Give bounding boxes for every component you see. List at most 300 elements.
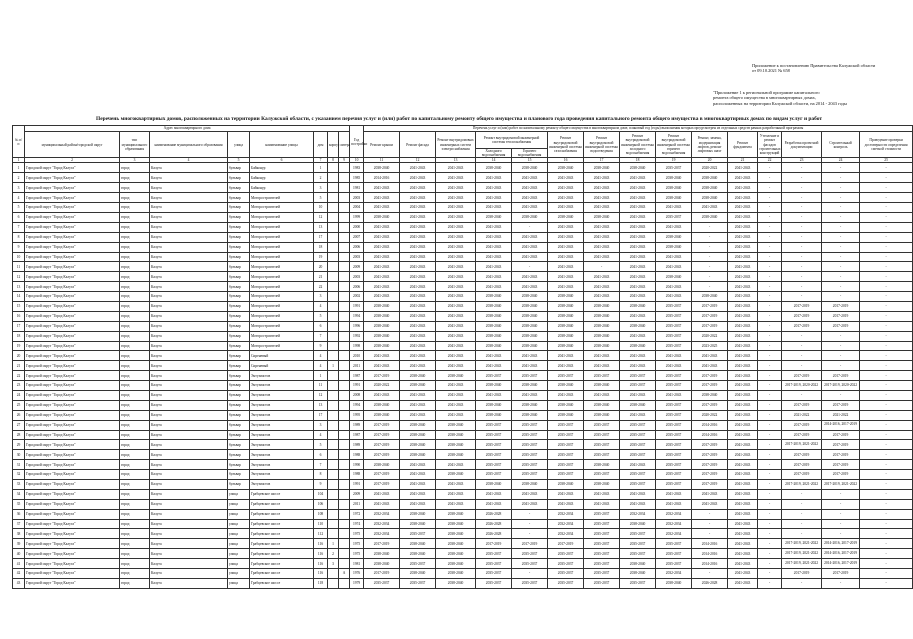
table-cell: Калуга [150, 529, 228, 539]
table-cell: 2041-2043 [548, 499, 584, 509]
table-cell: город [120, 331, 150, 341]
table-cell: город [120, 519, 150, 529]
table-cell: город [120, 460, 150, 470]
table-cell: 1991 [350, 381, 364, 391]
table-row [13, 321, 913, 331]
table-cell: Городской округ "Город Калуга" [25, 420, 120, 430]
table-cell: Грабцевское шоссе [250, 578, 314, 588]
table-cell: 2017-2019 [364, 470, 400, 480]
table-cell: 11 [314, 381, 328, 391]
table-cell: 2041-2043 [548, 252, 584, 262]
table-cell: 2017-2019 [782, 420, 822, 430]
table-cell: бульвар [228, 311, 250, 321]
table-cell [328, 509, 339, 519]
table-cell: 2017-2019 [364, 420, 400, 430]
table-cell: бульвар [228, 371, 250, 381]
table-cell: Энтузиастов [250, 381, 314, 391]
table-cell [328, 203, 339, 213]
table-cell: - [758, 163, 782, 173]
table-cell: 2038-2040 [436, 470, 476, 480]
table-cell: - [860, 420, 913, 430]
table-cell: 2035-2037 [548, 559, 584, 569]
program-subtitle: "Приложение 1 к региональной программе капитального ремонта общего имущества в многоквартирных домах, расположенных на территории Калужской области, на 2014 - 2043 годы [713, 90, 847, 106]
col-hot-water-header: Ремонт внутридомовой инженерной системы горячего водоснабжения [656, 132, 692, 158]
table-cell: 9 [314, 341, 328, 351]
table-cell: 2038-2040 [436, 371, 476, 381]
table-cell: 2041-2043 [584, 203, 620, 213]
table-cell: 2035-2037 [620, 450, 656, 460]
table-cell: 116 [314, 549, 328, 559]
table-cell: бульвар [228, 470, 250, 480]
table-cell: 2035-2037 [548, 450, 584, 460]
table-cell: город [120, 499, 150, 509]
table-cell: - [860, 519, 913, 529]
table-cell: город [120, 341, 150, 351]
table-cell: 2041-2043 [436, 351, 476, 361]
table-cell: 3 [328, 559, 339, 569]
table-row [13, 252, 913, 262]
table-cell: Городской округ "Город Калуга" [25, 193, 120, 203]
table-cell: 13 [314, 222, 328, 232]
table-row [13, 193, 913, 203]
table-cell: Калуга [150, 559, 228, 569]
table-cell: 2035-2037 [512, 420, 548, 430]
table-cell: - [860, 321, 913, 331]
table-cell: 2038-2040 [512, 301, 548, 311]
table-cell: 2041-2043 [656, 489, 692, 499]
table-cell: 2038-2040 [692, 292, 728, 302]
table-cell: Городской округ "Город Калуга" [25, 460, 120, 470]
table-row [13, 301, 913, 311]
table-cell: 2038-2040 [476, 400, 512, 410]
table-cell: Энтузиастов [250, 470, 314, 480]
column-number: 15 [512, 158, 548, 163]
table-cell: 2041-2043 [400, 193, 436, 203]
table-cell: 2041-2043 [364, 262, 400, 272]
table-cell: 2038-2040 [692, 212, 728, 222]
table-row [13, 212, 913, 222]
table-cell: 2041-2043 [656, 252, 692, 262]
table-cell: 2041-2043 [728, 203, 758, 213]
table-cell: 2041-2043 [728, 569, 758, 579]
table-cell: 2041-2043 [548, 183, 584, 193]
table-cell: 2041-2043 [548, 222, 584, 232]
table-cell: город [120, 569, 150, 579]
table-cell: 2041-2043 [728, 222, 758, 232]
table-cell [339, 242, 350, 252]
table-cell: 2035-2037 [656, 440, 692, 450]
table-cell [339, 519, 350, 529]
table-cell: 1989 [350, 420, 364, 430]
col-settlement-type-header: тип муниципального образования [120, 132, 150, 158]
column-number: 24 [822, 158, 860, 163]
table-cell: 2017-2019 [692, 450, 728, 460]
table-cell: 2026-2028 [476, 519, 512, 529]
table-cell: 8 [13, 232, 25, 242]
table-cell: 2041-2043 [728, 519, 758, 529]
table-cell: 2017-2019 [822, 371, 860, 381]
table-cell: бульвар [228, 460, 250, 470]
table-cell: 2038-2040 [620, 163, 656, 173]
table-cell: - [860, 232, 913, 242]
table-cell: 7 [314, 331, 328, 341]
table-cell: 1994 [350, 400, 364, 410]
table-cell: Городской округ "Город Калуга" [25, 351, 120, 361]
table-cell: улица [228, 549, 250, 559]
table-cell: 2041-2043 [728, 549, 758, 559]
table-cell: - [782, 262, 822, 272]
table-cell: - [822, 390, 860, 400]
table-cell: 2038-2040 [400, 440, 436, 450]
table-cell: улица [228, 578, 250, 588]
table-cell: 2041-2043 [436, 292, 476, 302]
table-cell: 2035-2037 [620, 479, 656, 489]
table-cell: бульвар [228, 450, 250, 460]
table-cell: 2038-2040 [364, 410, 400, 420]
table-cell: - [758, 321, 782, 331]
table-cell: - [758, 420, 782, 430]
table-cell: 2041-2043 [584, 282, 620, 292]
table-row [13, 331, 913, 341]
table-cell: 5 [13, 203, 25, 213]
table-cell: 2035-2037 [584, 559, 620, 569]
table-cell: 2041-2043 [512, 183, 548, 193]
table-cell: - [860, 203, 913, 213]
table-cell: Городской округ "Город Калуга" [25, 371, 120, 381]
table-cell: Калуга [150, 430, 228, 440]
table-row [13, 559, 913, 569]
table-cell: 2017-2019 [364, 479, 400, 489]
table-cell: Городской округ "Город Калуга" [25, 292, 120, 302]
table-cell: Городской округ "Город Калуга" [25, 519, 120, 529]
table-cell [328, 460, 339, 470]
table-cell [328, 390, 339, 400]
table-cell: 2041-2043 [548, 390, 584, 400]
table-cell: - [822, 282, 860, 292]
table-cell: Калуга [150, 499, 228, 509]
table-cell [328, 430, 339, 440]
table-cell: 2041-2043 [436, 262, 476, 272]
column-number: 17 [584, 158, 620, 163]
table-cell: - [758, 400, 782, 410]
table-cell: 2041-2043 [692, 489, 728, 499]
table-cell: 2038-2040 [436, 519, 476, 529]
table-cell: 2041-2043 [400, 479, 436, 489]
table-cell: - [782, 183, 822, 193]
table-cell: 1 [328, 361, 339, 371]
table-cell: 2035-2037 [584, 470, 620, 480]
table-cell: бульвар [228, 262, 250, 272]
table-cell: 22 [13, 371, 25, 381]
table-cell: 1991 [350, 301, 364, 311]
table-cell: Калуга [150, 381, 228, 391]
table-cell: 2041-2043 [400, 499, 436, 509]
table-cell: 2038-2040 [400, 381, 436, 391]
table-cell: бульвар [228, 440, 250, 450]
table-cell: 2017-2019, 2020-2022 [782, 381, 822, 391]
table-cell: 2038-2040 [620, 341, 656, 351]
table-cell: - [860, 311, 913, 321]
table-cell: 2038-2040 [476, 321, 512, 331]
table-cell: 2041-2043 [656, 292, 692, 302]
table-cell: 2035-2037 [620, 470, 656, 480]
table-cell: 2041-2043 [436, 272, 476, 282]
table-cell: Калуга [150, 183, 228, 193]
col-house-header: дом [314, 132, 328, 158]
table-cell: 2035-2037 [584, 519, 620, 529]
table-cell: 2038-2040 [476, 212, 512, 222]
table-cell: 2041-2043 [728, 341, 758, 351]
table-cell: - [758, 440, 782, 450]
table-cell: 2035-2037 [656, 212, 692, 222]
table-cell: город [120, 311, 150, 321]
table-cell: 2041-2043 [512, 361, 548, 371]
table-cell: Грабцевское шоссе [250, 549, 314, 559]
table-cell: 2035-2037 [548, 578, 584, 588]
table-cell: 2038-2040 [436, 450, 476, 460]
table-cell: 2041-2043 [656, 203, 692, 213]
table-cell: 2038-2040 [584, 381, 620, 391]
table-cell: город [120, 361, 150, 371]
table-cell: 2035-2037 [476, 371, 512, 381]
table-cell [328, 499, 339, 509]
table-cell: 2038-2040 [476, 479, 512, 489]
table-cell: 2041-2043 [476, 282, 512, 292]
table-cell: 1 [13, 163, 25, 173]
table-cell: 2017-2019 [782, 470, 822, 480]
table-cell: 2026-2028 [476, 529, 512, 539]
table-cell: 2026-2028 [692, 578, 728, 588]
table-cell: - [860, 341, 913, 351]
table-cell: 2041-2043 [620, 262, 656, 272]
table-cell: бульвар [228, 232, 250, 242]
table-cell: бульвар [228, 479, 250, 489]
table-cell: 2041-2043 [400, 351, 436, 361]
table-cell: 2041-2043 [692, 203, 728, 213]
table-cell: Городской округ "Город Калуга" [25, 331, 120, 341]
table-cell: город [120, 232, 150, 242]
table-cell: 1972 [350, 509, 364, 519]
table-cell: 2017-2019 [822, 470, 860, 480]
table-cell: 2041-2043 [692, 351, 728, 361]
table-cell: 2038-2040 [400, 569, 436, 579]
table-cell: - [758, 430, 782, 440]
table-cell: 20 [314, 262, 328, 272]
table-cell: - [512, 529, 548, 539]
table-cell: 2017-2019 [692, 470, 728, 480]
col-street-name-header: наименование улицы [250, 132, 314, 158]
table-row [13, 440, 913, 450]
table-cell: 2038-2040 [548, 301, 584, 311]
table-cell [339, 509, 350, 519]
table-cell: Энтузиастов [250, 450, 314, 460]
table-cell: - [822, 292, 860, 302]
table-cell: 12 [314, 390, 328, 400]
table-cell: Калуга [150, 509, 228, 519]
table-cell: - [822, 222, 860, 232]
table-cell: Городской округ "Город Калуга" [25, 410, 120, 420]
table-cell: Калуга [150, 479, 228, 489]
table-cell: - [758, 410, 782, 420]
table-cell: 4 [314, 361, 328, 371]
table-row [13, 470, 913, 480]
table-cell: город [120, 242, 150, 252]
table-cell: - [860, 193, 913, 203]
table-cell: Моторостроителей [250, 262, 314, 272]
table-cell: - [860, 381, 913, 391]
table-cell: - [860, 222, 913, 232]
table-cell [328, 578, 339, 588]
table-cell: 2041-2043 [436, 183, 476, 193]
table-cell: 1975 [350, 539, 364, 549]
table-cell: 5 [314, 440, 328, 450]
table-cell: Моторостроителей [250, 203, 314, 213]
table-cell: 2038-2040 [548, 311, 584, 321]
table-cell: 20 [13, 351, 25, 361]
table-cell: 18 [314, 242, 328, 252]
table-cell: 2041-2043 [400, 163, 436, 173]
table-cell: 2041-2043 [512, 489, 548, 499]
table-cell: 2041-2043 [584, 351, 620, 361]
table-cell: 2041-2043 [400, 321, 436, 331]
table-cell: 2041-2043 [584, 242, 620, 252]
table-cell: улица [228, 509, 250, 519]
table-cell: 2038-2040 [584, 341, 620, 351]
table-cell: 36 [13, 509, 25, 519]
table-cell: - [860, 450, 913, 460]
table-cell: Городской округ "Город Калуга" [25, 183, 120, 193]
table-cell: Калуга [150, 578, 228, 588]
table-cell: 1987 [350, 371, 364, 381]
table-cell [328, 400, 339, 410]
table-cell: 2041-2043 [512, 282, 548, 292]
table-cell: 2035-2037 [656, 460, 692, 470]
table-cell: улица [228, 529, 250, 539]
table-cell: Моторостроителей [250, 311, 314, 321]
table-cell: 24 [13, 390, 25, 400]
table-cell: 2017-2019 [782, 450, 822, 460]
table-cell: - [822, 529, 860, 539]
table-cell: Калуга [150, 420, 228, 430]
table-cell: - [758, 301, 782, 311]
table-cell [339, 529, 350, 539]
table-cell [339, 222, 350, 232]
table-cell: 5 [314, 193, 328, 203]
table-cell: 2041-2043 [400, 489, 436, 499]
table-row [13, 203, 913, 213]
table-cell: 2035-2037 [656, 450, 692, 460]
appendix-header: Приложение к постановлению Правительства Калужской области от 09.10.2021 № 658 [752, 63, 876, 74]
table-cell: 2041-2043 [620, 489, 656, 499]
table-cell: Калуга [150, 331, 228, 341]
table-cell: - [860, 440, 913, 450]
table-cell: 2038-2040 [512, 331, 548, 341]
table-cell: 2017-2019 [822, 460, 860, 470]
table-cell: 2041-2043 [364, 272, 400, 282]
table-row [13, 400, 913, 410]
table-cell: - [782, 232, 822, 242]
table-cell: 2041-2043 [400, 390, 436, 400]
table-cell: 2041-2043 [400, 222, 436, 232]
column-number: 11 [364, 158, 400, 163]
table-cell: Энтузиастов [250, 420, 314, 430]
col-roof-header: Ремонт крыши [364, 132, 400, 158]
table-cell: 2 [314, 173, 328, 183]
table-cell: 2035-2037 [656, 470, 692, 480]
table-cell: 2035-2037 [548, 460, 584, 470]
table-cell: Городской округ "Город Калуга" [25, 569, 120, 579]
table-cell [328, 292, 339, 302]
table-cell: 2017-2019 [692, 381, 728, 391]
table-cell: 2041-2043 [620, 212, 656, 222]
table-cell: 2038-2040 [548, 341, 584, 351]
table-cell: Калуга [150, 569, 228, 579]
table-row [13, 569, 913, 579]
table-cell: 5 [314, 311, 328, 321]
table-cell: 3 [314, 420, 328, 430]
table-cell: 2017-2019 [782, 430, 822, 440]
table-cell: - [860, 569, 913, 579]
table-cell: 2041-2043 [620, 282, 656, 292]
table-cell: 2032-2034 [548, 529, 584, 539]
table-cell: - [692, 232, 728, 242]
table-cell: - [782, 282, 822, 292]
address-group-header: Адрес многоквартирного дома [25, 126, 350, 132]
document-title: Перечень многоквартирных домов, расположенных на территории Калужской области, с указанием перечня услуг и (или) работ по капитальному ремонту общего имущества и планового года проведения капитального ремонта общего имущества в многоквартирных домах по видам услуг и работ [96, 116, 823, 122]
table-cell: 2041-2043 [512, 173, 548, 183]
table-cell: 2035-2037 [620, 529, 656, 539]
table-cell: бульвар [228, 410, 250, 420]
table-cell: 2035-2037 [476, 559, 512, 569]
table-cell: 2041-2043 [692, 499, 728, 509]
table-cell [328, 222, 339, 232]
table-cell: Калуга [150, 450, 228, 460]
table-cell: Городской округ "Город Калуга" [25, 203, 120, 213]
column-number: 25 [860, 158, 913, 163]
table-cell: 2035-2037 [584, 371, 620, 381]
table-cell: 2041-2043 [620, 203, 656, 213]
table-cell: 2035-2037 [656, 410, 692, 420]
table-cell: 13 [13, 282, 25, 292]
table-cell: А [339, 569, 350, 579]
table-cell: Городской округ "Город Калуга" [25, 499, 120, 509]
table-cell: 2038-2040 [400, 539, 436, 549]
table-cell: 2032-2034 [548, 509, 584, 519]
table-row [13, 361, 913, 371]
table-cell: 2041-2043 [400, 460, 436, 470]
table-cell: 15 [13, 301, 25, 311]
table-cell: - [692, 519, 728, 529]
col-gas-header: Ремонт внутридомовой инженерной системы газоснабжения [548, 132, 584, 158]
table-cell: - [512, 569, 548, 579]
table-cell: 2041-2043 [728, 272, 758, 282]
table-cell: 2038-2040 [364, 331, 400, 341]
table-cell: 2002 [350, 292, 364, 302]
table-cell [328, 212, 339, 222]
table-cell: 2041-2043 [400, 183, 436, 193]
table-cell: - [782, 173, 822, 183]
table-cell: 2032-2034 [364, 509, 400, 519]
table-cell: - [758, 499, 782, 509]
column-number: 12 [400, 158, 436, 163]
table-cell: 2017-2019 [692, 479, 728, 489]
table-cell: 6 [13, 212, 25, 222]
table-cell: 2041-2043 [436, 341, 476, 351]
table-cell: Моторостроителей [250, 252, 314, 262]
table-cell: 11 [13, 262, 25, 272]
table-cell [339, 381, 350, 391]
table-cell: 2017-2019, 2020-2022 [822, 381, 860, 391]
